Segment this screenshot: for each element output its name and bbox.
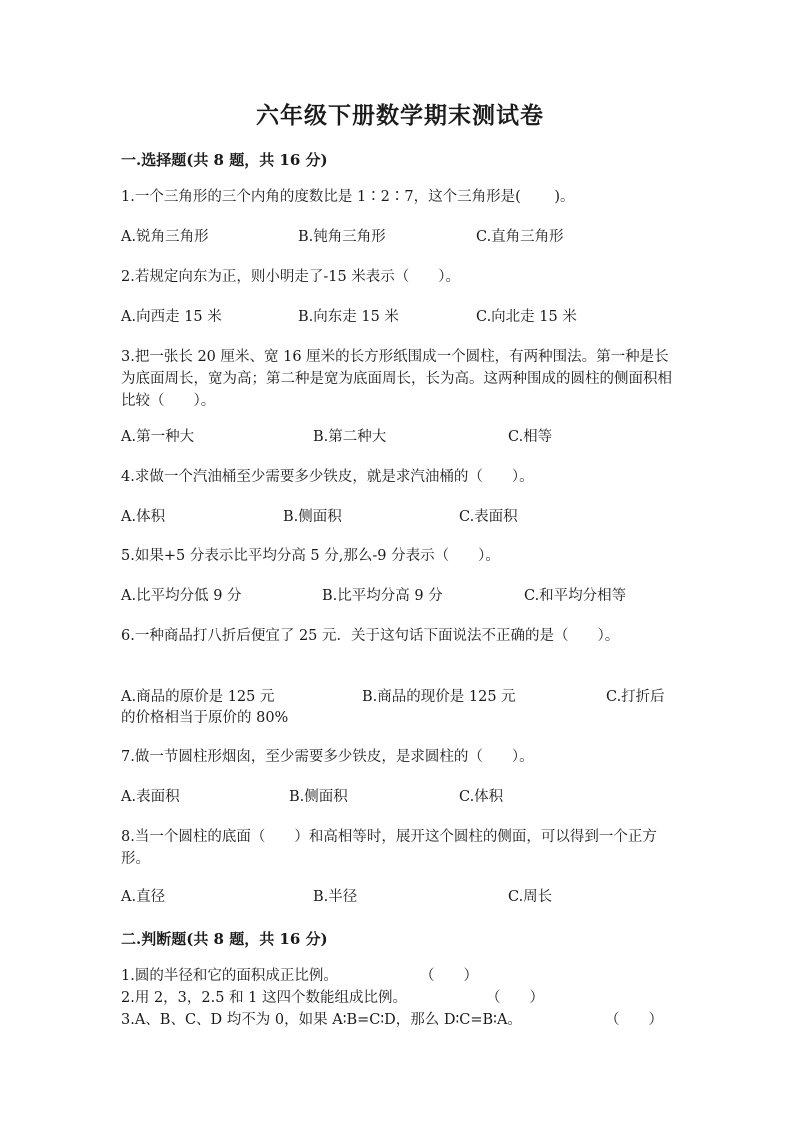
- page-title: 六年级下册数学期末测试卷: [256, 102, 544, 129]
- judgement-2-text: 2.用 2，3，2.5 和 1 这四个数能组成比例。: [121, 990, 408, 1006]
- judgement-1-text: 1.圆的半径和它的面积成正比例。: [121, 968, 338, 984]
- question-5-option-c: C.和平均分相等: [524, 588, 627, 604]
- question-3-option-a: A.第一种大: [121, 429, 195, 445]
- question-6-option-c-continued: 的价格相当于原价的 80%: [121, 710, 289, 726]
- judgement-3-text: 3.A、B、C、D 均不为 0，如果 A∶B=C∶D，那么 D∶C=B∶A。: [121, 1012, 522, 1028]
- question-5-option-b: B.比平均分高 9 分: [322, 588, 443, 604]
- question-6-option-c: C.打折后: [606, 689, 665, 705]
- question-1-stem: 1.一个三角形的三个内角的度数比是 1∶2∶7，这个三角形是( )。: [121, 189, 575, 205]
- question-8-stem: 8.当一个圆柱的底面（ ）和高相等时，展开这个圆柱的侧面，可以得到一个正方形。: [121, 829, 657, 867]
- section-heading-judgement: 二.判断题(共 8 题，共 16 分): [121, 930, 328, 948]
- question-6-stem: 6.一种商品打八折后便宜了 25 元．关于这句话下面说法不正确的是（ ）。: [121, 628, 620, 644]
- question-6-option-a: A.商品的原价是 125 元: [121, 689, 275, 705]
- question-1-option-b: B.钝角三角形: [298, 229, 386, 245]
- question-7-stem: 7.做一节圆柱形烟囱，至少需要多少铁皮，是求圆柱的（ ）。: [121, 749, 534, 765]
- question-4-option-b: B.侧面积: [283, 509, 342, 525]
- question-5-option-a: A.比平均分低 9 分: [121, 588, 242, 604]
- question-8-option-a: A.直径: [121, 889, 166, 905]
- judgement-3-answer-bracket: （ ）: [605, 1012, 663, 1028]
- question-2-option-b: B.向东走 15 米: [298, 309, 399, 325]
- question-7-option-a: A.表面积: [121, 789, 180, 805]
- question-2-option-c: C.向北走 15 米: [476, 309, 577, 325]
- question-8-option-c: C.周长: [508, 889, 553, 905]
- question-3-stem: 3.把一张长 20 厘米、宽 16 厘米的长方形纸围成一个圆柱，有两种围法。第一种是长为底面周长，宽为高；第二种是宽为底面周长，长为高。这两种围成的圆柱的侧面积相比较（ ）。: [121, 349, 672, 409]
- judgement-1-answer-bracket: （ ）: [420, 968, 478, 984]
- question-3-option-b: B.第二种大: [313, 429, 387, 445]
- question-7-option-b: B.侧面积: [289, 789, 348, 805]
- question-3-option-c: C.相等: [508, 429, 553, 445]
- question-4-stem: 4.求做一个汽油桶至少需要多少铁皮，就是求汽油桶的（ ）。: [121, 469, 534, 485]
- question-1-option-c: C.直角三角形: [476, 229, 564, 245]
- question-6-option-b: B.商品的现价是 125 元: [362, 689, 516, 705]
- question-5-stem: 5.如果+5 分表示比平均分高 5 分,那么-9 分表示（ ）。: [121, 548, 500, 564]
- question-7-option-c: C.体积: [459, 789, 504, 805]
- question-4-option-c: C.表面积: [459, 509, 518, 525]
- question-8-option-b: B.半径: [313, 889, 358, 905]
- question-2-option-a: A.向西走 15 米: [121, 309, 222, 325]
- question-4-option-a: A.体积: [121, 509, 166, 525]
- judgement-2-answer-bracket: （ ）: [486, 990, 544, 1006]
- question-2-stem: 2.若规定向东为正，则小明走了-15 米表示（ ）。: [121, 269, 461, 285]
- question-1-option-a: A.锐角三角形: [121, 229, 209, 245]
- section-heading-choice: 一.选择题(共 8 题，共 16 分): [121, 151, 328, 169]
